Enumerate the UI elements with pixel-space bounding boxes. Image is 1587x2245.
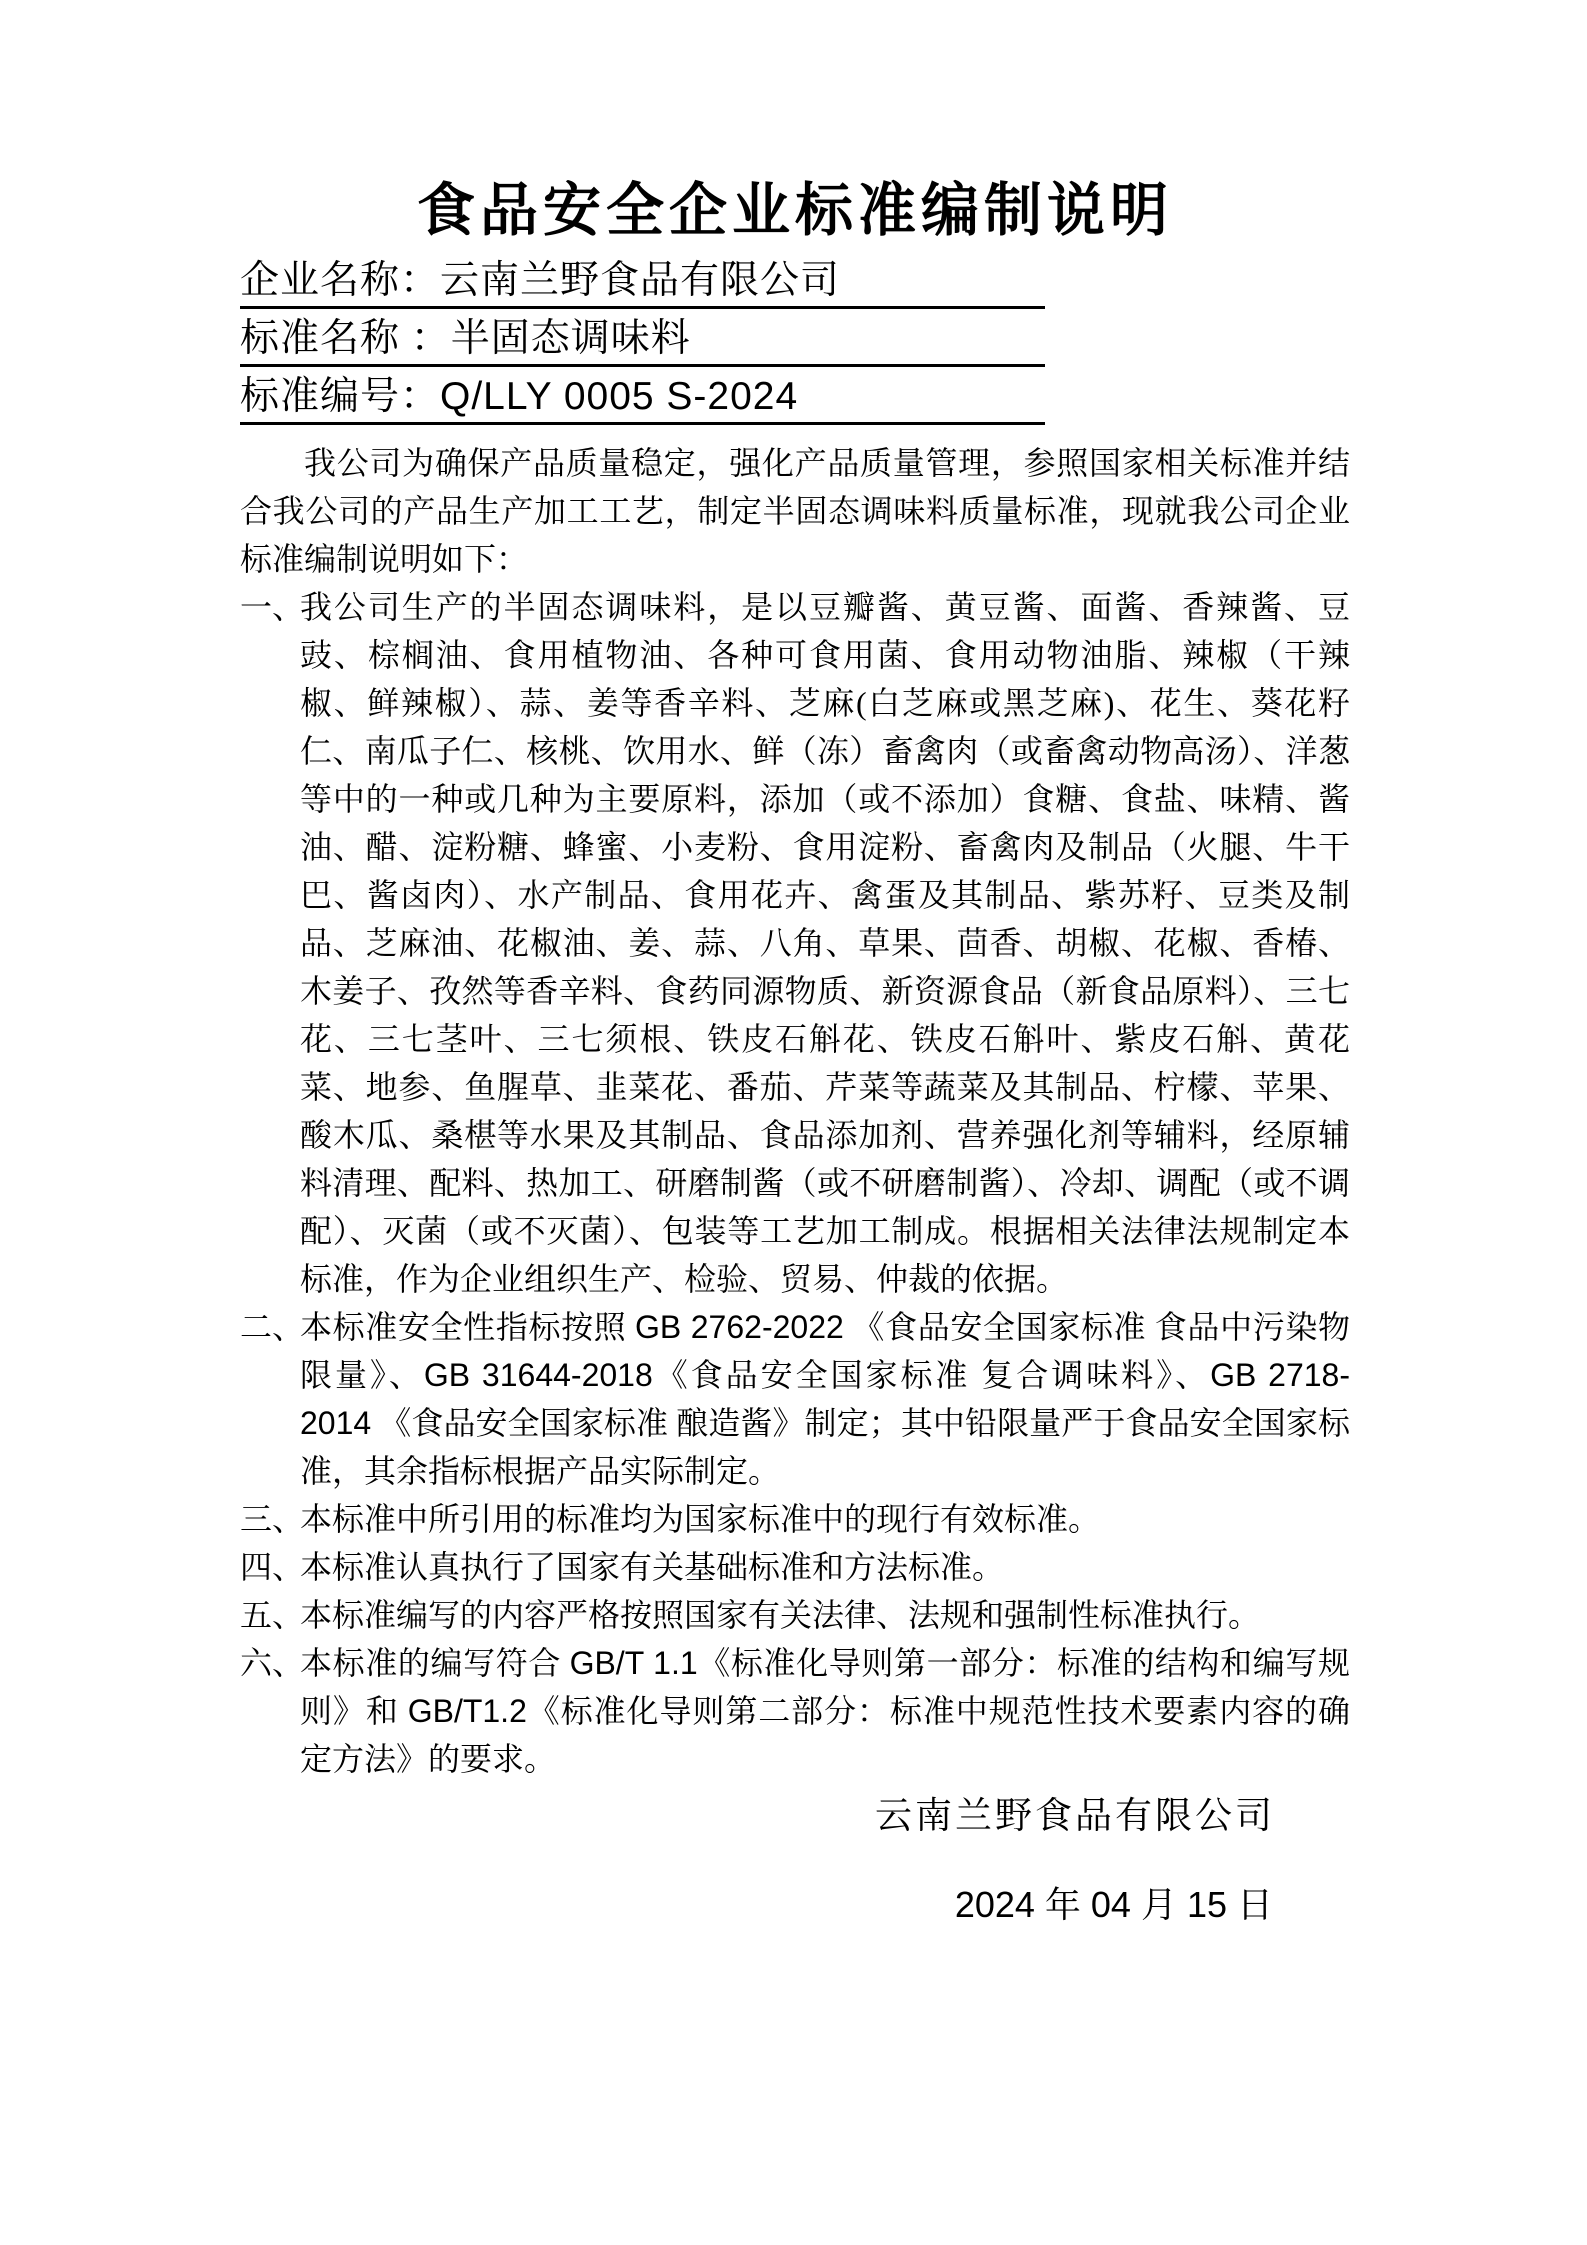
list-item-5-marker: 五、 <box>240 1597 305 1633</box>
list-item-6-marker: 六、 <box>240 1645 305 1681</box>
list-item-1-marker: 一、 <box>240 589 305 625</box>
field-label-standard-number: 标准编号： <box>240 375 441 418</box>
list-item-6-text: 本标准的编写符合 GB/T 1.1《标准化导则第一部分：标准的结构和编写规则》和 GB/T1.2《标准化导则第二部分：标准中规范性技术要素内容的确定方法》的要求。 <box>300 1645 1350 1777</box>
list-item-2 <box>240 1303 1350 1495</box>
list-item-2-marker: 二、 <box>240 1309 305 1345</box>
field-value-standard-name: 半固态调味料 <box>450 317 691 360</box>
field-value-company-name: 云南兰野食品有限公司 <box>440 259 841 302</box>
list-item-2-text: 本标准安全性指标按照 GB 2762-2022 《食品安全国家标准 食品中污染物限量》、GB 31644-2018《食品安全国家标准 复合调味料》、GB 2718-2014 《食品安全国家标准 酿造酱》制定；其中铅限量严于食品安全国家标准，其余指标根据产品实际制定。 <box>300 1309 1350 1489</box>
list-item-4-text: 本标准认真执行了国家有关基础标准和方法标准。 <box>300 1549 1005 1585</box>
field-row-company-name <box>240 258 1045 309</box>
document-title: 食品安全企业标准编制说明 <box>416 178 1173 243</box>
field-label-company-name: 企业名称： <box>240 259 441 302</box>
list-item-1-text: 我公司生产的半固态调味料，是以豆瓣酱、黄豆酱、面酱、香辣酱、豆豉、棕榈油、食用植物油、各种可食用菌、食用动物油脂、辣椒（干辣椒、鲜辣椒）、蒜、姜等香辛料、芝麻(白芝麻或黑芝麻)、花生、葵花籽仁、南瓜子仁、核桃、饮用水、鲜（冻）畜禽肉（或畜禽动物高汤）、洋葱等中的一种或几种为主要原料，添加（或不添加）食糖、食盐、味精、酱油、醋、淀粉糖、蜂蜜、小麦粉、食用淀粉、畜禽肉及制品（火腿、牛干巴、酱卤肉）、水产制品、食用花卉、禽蛋及其制品、紫苏籽、豆类及制品、芝麻油、花椒油、姜、蒜、八角、草果、茴香、胡椒、花椒、香椿、木姜子、孜然等香辛料、食药同源物质、新资源食品（新食品原料）、三七花、三七茎叶、三七须根、铁皮石斛花、铁皮石斛叶、紫皮石斛、黄花菜、地参、鱼腥草、韭菜花、番茄、芹菜等蔬菜及其制品、柠檬、苹果、酸木瓜、桑椹等水果及其制品、食品添加剂、营养强化剂等辅料，经原辅料清理、配料、热加工、研磨制酱（或不研磨制酱）、冷却、调配（或不调配）、灭菌（或不灭菌）、包装等工艺加工制成。根据相关法律法规制定本标准，作为企业组织生产、检验、贸易、仲裁的依据。 <box>300 589 1350 1297</box>
list-item-5 <box>240 1591 1350 1639</box>
numbered-list <box>240 583 1350 1783</box>
list-item-1 <box>240 583 1350 1303</box>
header-fields <box>240 258 1350 425</box>
field-row-standard-number <box>240 374 1045 425</box>
list-item-4 <box>240 1543 1350 1591</box>
field-value-standard-number: Q/LLY 0005 S-2024 <box>440 375 799 418</box>
list-item-3 <box>240 1495 1350 1543</box>
field-row-standard-name <box>240 316 1045 367</box>
signature-date: 2024 年 04 月 15 日 <box>954 1884 1273 1925</box>
list-item-3-marker: 三、 <box>240 1501 305 1537</box>
list-item-5-text: 本标准编写的内容严格按照国家有关法律、法规和强制性标准执行。 <box>300 1597 1261 1633</box>
intro-paragraph: 我公司为确保产品质量稳定，强化产品质量管理，参照国家相关标准并结合我公司的产品生产加工工艺，制定半固态调味料质量标准，现就我公司企业标准编制说明如下： <box>240 445 1350 577</box>
list-item-3-text: 本标准中所引用的标准均为国家标准中的现行有效标准。 <box>300 1501 1101 1537</box>
field-label-standard-name: 标准名称 ： <box>240 317 451 360</box>
list-item-6 <box>240 1639 1350 1783</box>
signature-block <box>240 1793 1350 1927</box>
list-item-4-marker: 四、 <box>240 1549 305 1585</box>
signature-company: 云南兰野食品有限公司 <box>875 1796 1275 1837</box>
